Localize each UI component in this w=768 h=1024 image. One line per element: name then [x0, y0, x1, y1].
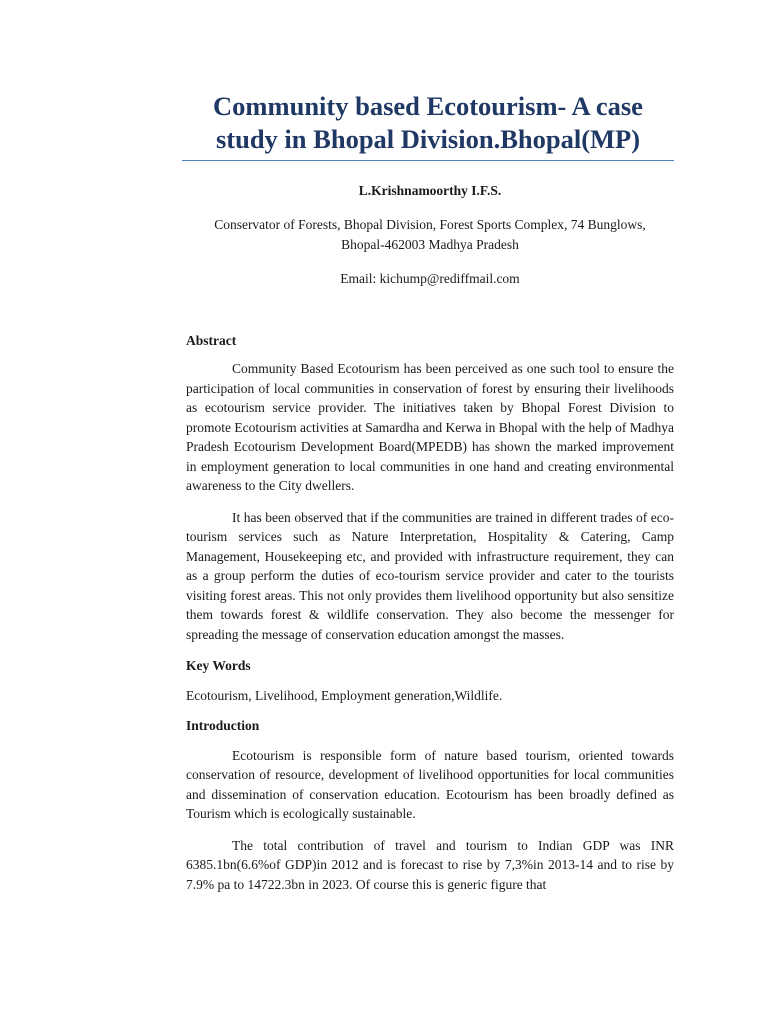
keywords-text: Ecotourism, Livelihood, Employment generation,Wildlife.	[186, 688, 503, 703]
author-name: L.Krishnamoorthy I.F.S.	[358, 183, 502, 198]
paper-title: Community based Ecotourism- A case study in Bhopal Division.Bhopal(MP)	[182, 90, 674, 161]
abstract-paragraph-1: Community Based Ecotourism has been perceived as one such tool to ensure the participation of local communities in conservation of forest by ensuring their livelihoods as ecotourism service provider. The initiatives taken by Bhopal Forest Division to promote Ecotourism activities at Samardha and Kerwa in Bhopal with the help of Madhya Pradesh Ecotourism Development Board(MPEDB) has shown the marked improvement in employment generation to local communities in one hand and creating environmental awareness to the City dwellers.	[186, 361, 674, 493]
author-email: Email: kichump@rediffmail.com	[340, 271, 520, 286]
keywords-heading: Key Words	[186, 658, 251, 673]
abstract-heading: Abstract	[186, 333, 237, 348]
introduction-paragraph-2: The total contribution of travel and tourism to Indian GDP was INR 6385.1bn(6.6%of GDP)in 2012 and is forecast to rise by 7,3%in 2013-14 and to rise by 7.9% pa to 14722.3bn in 2023. Of course this is generic figure that	[186, 837, 674, 892]
author-affiliation: Conservator of Forests, Bhopal Division, Forest Sports Complex, 74 Bunglows, Bhopal-462003 Madhya Pradesh	[214, 217, 646, 252]
abstract-paragraph-2: It has been observed that if the communities are trained in different trades of eco-tourism services such as Nature Interpretation, Hospitality & Catering, Camp Management, Housekeeping etc, and provided with infrastructure requirement, they can as a group perform the duties of eco-tourism service provider and cater to the tourists visiting forest areas. This not only provides them livelihood opportunity but also sensitize them towards forest & wildlife conservation. They also become the messenger for spreading the message of conservation education amongst the masses.	[186, 509, 674, 642]
introduction-heading: Introduction	[186, 717, 260, 733]
introduction-paragraph-1: Ecotourism is responsible form of nature based tourism, oriented towards conservation of resource, development of livelihood opportunities for local communities and dissemination of conservation education. Ecotourism has been broadly defined as Tourism which is ecologically sustainable.	[186, 747, 674, 821]
